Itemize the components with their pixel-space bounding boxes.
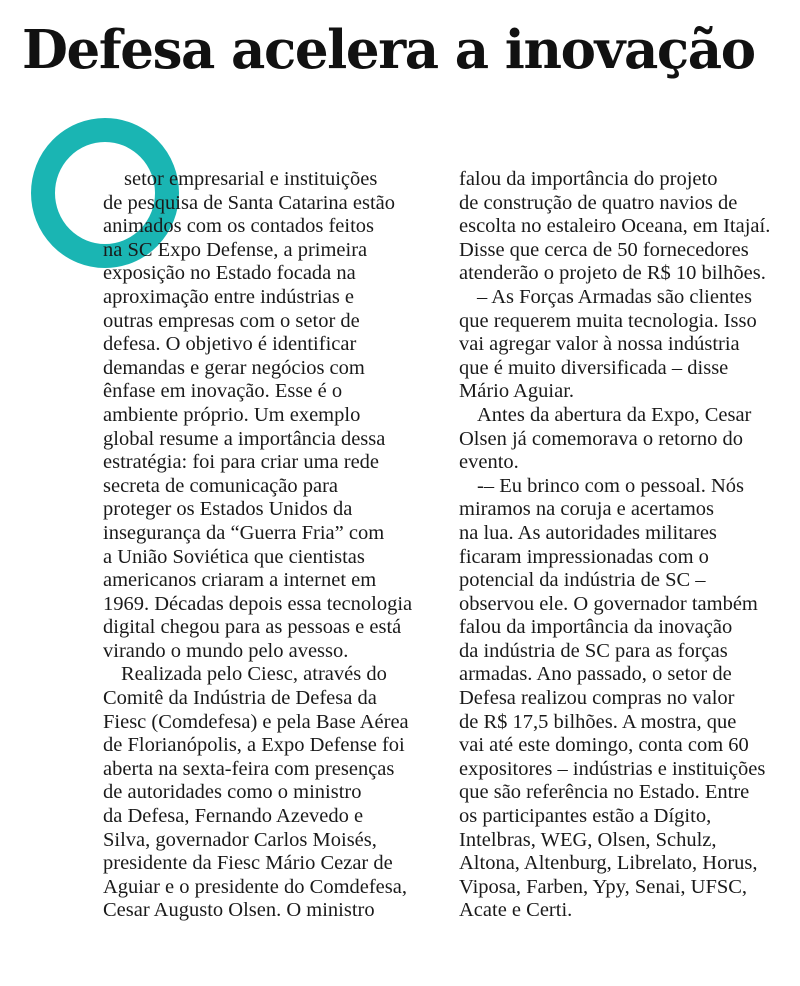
text-line: de autoridades como o ministro bbox=[103, 781, 362, 804]
text-line: expositores – indústrias e instituições bbox=[459, 757, 766, 780]
text-line: Mário Aguiar. bbox=[459, 380, 575, 403]
text-line: Comitê da Indústria de Defesa da bbox=[103, 687, 377, 710]
text-line: de R$ 17,5 bilhões. A mostra, que bbox=[459, 710, 737, 733]
text-line: -– Eu brinco com o pessoal. Nós bbox=[477, 474, 745, 497]
text-line: potencial da indústria de SC – bbox=[459, 569, 706, 592]
text-line: atenderão o projeto de R$ 10 bilhões. bbox=[459, 262, 766, 285]
article-column-left bbox=[103, 168, 423, 923]
text-line: demandas e gerar negócios com bbox=[103, 356, 365, 379]
text-line: proteger os Estados Unidos da bbox=[103, 498, 353, 521]
text-line: falou da importância do projeto bbox=[459, 168, 718, 190]
text-line: insegurança da “Guerra Fria” com bbox=[103, 521, 385, 544]
text-line: outras empresas com o setor de bbox=[103, 309, 360, 332]
text-line: na SC Expo Defense, a primeira bbox=[103, 238, 368, 261]
text-line: observou ele. O governador também bbox=[459, 592, 758, 615]
text-line: evento. bbox=[459, 451, 519, 474]
text-line: Realizada pelo Ciesc, através do bbox=[121, 663, 387, 686]
text-line: Defesa realizou compras no valor bbox=[459, 687, 735, 710]
text-line: de Florianópolis, a Expo Defense foi bbox=[103, 734, 405, 757]
text-line: presidente da Fiesc Mário Cezar de bbox=[103, 852, 393, 875]
text-line: Altona, Altenburg, Librelato, Horus, bbox=[459, 852, 758, 875]
text-line: Aguiar e o presidente do Comdefesa, bbox=[103, 875, 407, 898]
text-line: Viposa, Farben, Ypy, Senai, UFSC, bbox=[459, 875, 748, 898]
text-line: Intelbras, WEG, Olsen, Schulz, bbox=[459, 828, 717, 851]
text-line: que são referência no Estado. Entre bbox=[459, 781, 750, 804]
text-line: 1969. Décadas depois essa tecnologia bbox=[103, 592, 413, 615]
text-line: Cesar Augusto Olsen. O ministro bbox=[103, 899, 375, 922]
text-line: ficaram impressionadas com o bbox=[459, 545, 709, 568]
text-line: a União Soviética que cientistas bbox=[103, 545, 365, 568]
text-line: global resume a importância dessa bbox=[103, 427, 386, 450]
text-line: de pesquisa de Santa Catarina estão bbox=[103, 191, 396, 214]
text-line: da Defesa, Fernando Azevedo e bbox=[103, 805, 364, 828]
text-line: que requerem muita tecnologia. Isso bbox=[459, 309, 757, 332]
text-line: aberta na sexta-feira com presenças bbox=[103, 757, 395, 780]
text-line: – As Forças Armadas são clientes bbox=[477, 285, 752, 308]
headline: Defesa acelera a inovação bbox=[22, 19, 755, 81]
text-line: vai agregar valor à nossa indústria bbox=[459, 333, 740, 356]
text-line: Disse que cerca de 50 fornecedores bbox=[459, 238, 749, 261]
text-line: Olsen já comemorava o retorno do bbox=[459, 427, 744, 450]
text-line: Fiesc (Comdefesa) e pela Base Aérea bbox=[103, 710, 409, 733]
text-line: miramos na coruja e acertamos bbox=[459, 498, 714, 521]
text-line: exposição no Estado focada na bbox=[103, 262, 356, 285]
text-line: ênfase em inovação. Esse é o bbox=[103, 380, 343, 403]
article-column-right bbox=[459, 168, 789, 923]
text-line: falou da importância da inovação bbox=[459, 616, 733, 639]
text-line: secreta de comunicação para bbox=[103, 474, 339, 497]
text-line: de construção de quatro navios de bbox=[459, 191, 738, 214]
text-line: armadas. Ano passado, o setor de bbox=[459, 663, 732, 686]
text-line: virando o mundo pelo avesso. bbox=[103, 639, 349, 662]
text-line: vai até este domingo, conta com 60 bbox=[459, 734, 749, 757]
text-line: na lua. As autoridades militares bbox=[459, 521, 717, 544]
text-line: estratégia: foi para criar uma rede bbox=[103, 451, 380, 474]
text-line: setor empresarial e instituições bbox=[124, 168, 378, 190]
text-line: Silva, governador Carlos Moisés, bbox=[103, 828, 377, 851]
text-line: defesa. O objetivo é identificar bbox=[103, 333, 357, 356]
text-line: da indústria de SC para as forças bbox=[459, 639, 728, 662]
text-line: ambiente próprio. Um exemplo bbox=[103, 403, 361, 426]
text-line: americanos criaram a internet em bbox=[103, 569, 377, 592]
text-line: os participantes estão a Dígito, bbox=[459, 805, 712, 828]
text-line: Antes da abertura da Expo, Cesar bbox=[477, 403, 752, 426]
text-line: animados com os contados feitos bbox=[103, 215, 375, 238]
text-line: aproximação entre indústrias e bbox=[103, 285, 355, 308]
text-line: escolta no estaleiro Oceana, em Itajaí. bbox=[459, 215, 771, 238]
text-line: Acate e Certi. bbox=[459, 899, 573, 922]
text-line: digital chegou para as pessoas e está bbox=[103, 616, 402, 639]
text-line: que é muito diversificada – disse bbox=[459, 356, 729, 379]
